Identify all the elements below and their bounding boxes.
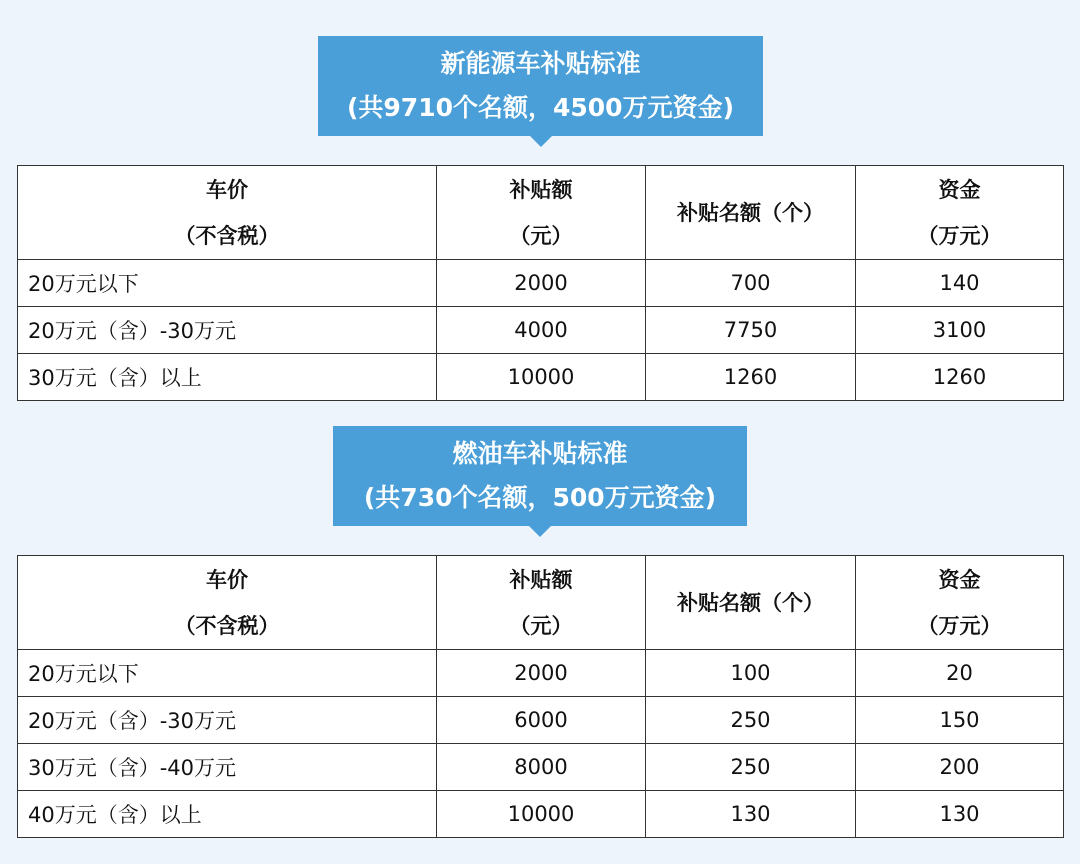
- cell-subsidy: 8000: [437, 744, 646, 791]
- header-car-price-line2: （不含税）: [174, 223, 280, 248]
- header-quota: [646, 166, 856, 260]
- header-funds-line1: 资金: [938, 177, 981, 202]
- header-subsidy-amount-line1: 补贴额: [509, 177, 573, 202]
- header-funds-line1: 资金: [938, 567, 981, 592]
- header-car-price-line2: （不含税）: [174, 613, 280, 638]
- cell-price: 20万元以下: [18, 650, 437, 697]
- cell-subsidy: 10000: [437, 354, 646, 401]
- header-subsidy-amount-line1: 补贴额: [509, 567, 573, 592]
- banner-subtitle: (共730个名额，500万元资金): [363, 483, 717, 512]
- cell-subsidy: 4000: [437, 307, 646, 354]
- cell-price: 20万元（含）-30万元: [18, 697, 437, 744]
- header-funds: [856, 166, 1064, 260]
- header-car-price: [18, 166, 437, 260]
- table-row: [18, 354, 1064, 401]
- cell-subsidy: 6000: [437, 697, 646, 744]
- cell-subsidy: 2000: [437, 260, 646, 307]
- cell-price: 20万元（含）-30万元: [18, 307, 437, 354]
- table-header-row: [18, 556, 1064, 650]
- cell-quota: 100: [646, 650, 856, 697]
- table-row: [18, 650, 1064, 697]
- header-subsidy-amount-line2: （元）: [509, 223, 573, 248]
- cell-funds: 1260: [856, 354, 1064, 401]
- cell-quota: 250: [646, 697, 856, 744]
- table-row: [18, 744, 1064, 791]
- cell-funds: 150: [856, 697, 1064, 744]
- new-energy-subsidy-table: [17, 165, 1064, 401]
- cell-quota: 7750: [646, 307, 856, 354]
- banner-title: 燃油车补贴标准: [452, 439, 628, 468]
- banner-title: 新能源车补贴标准: [440, 49, 641, 78]
- header-quota-text: 补贴名额（个）: [677, 590, 824, 615]
- header-car-price-line1: 车价: [206, 177, 248, 202]
- header-subsidy-amount: [437, 556, 646, 650]
- table-row: [18, 697, 1064, 744]
- cell-subsidy: 2000: [437, 650, 646, 697]
- cell-quota: 250: [646, 744, 856, 791]
- cell-quota: 700: [646, 260, 856, 307]
- header-subsidy-amount-line2: （元）: [509, 613, 573, 638]
- cell-funds: 130: [856, 791, 1064, 838]
- cell-price: 20万元以下: [18, 260, 437, 307]
- banner-subtitle: (共9710个名额，4500万元资金): [346, 93, 734, 122]
- fuel-car-subsidy-banner: [333, 426, 747, 526]
- cell-price: 40万元（含）以上: [18, 791, 437, 838]
- header-subsidy-amount: [437, 166, 646, 260]
- cell-quota: 1260: [646, 354, 856, 401]
- header-funds-line2: （万元）: [917, 223, 1002, 248]
- cell-funds: 3100: [856, 307, 1064, 354]
- header-quota-text: 补贴名额（个）: [677, 200, 824, 225]
- cell-subsidy: 10000: [437, 791, 646, 838]
- cell-funds: 20: [856, 650, 1064, 697]
- table-row: [18, 307, 1064, 354]
- cell-funds: 140: [856, 260, 1064, 307]
- header-car-price-line1: 车价: [206, 567, 248, 592]
- cell-price: 30万元（含）-40万元: [18, 744, 437, 791]
- table-row: [18, 260, 1064, 307]
- cell-funds: 200: [856, 744, 1064, 791]
- table-row: [18, 791, 1064, 838]
- table-header-row: [18, 166, 1064, 260]
- header-quota: [646, 556, 856, 650]
- fuel-car-subsidy-table: [17, 555, 1064, 838]
- cell-price: 30万元（含）以上: [18, 354, 437, 401]
- cell-quota: 130: [646, 791, 856, 838]
- new-energy-subsidy-banner: [318, 36, 763, 136]
- header-car-price: [18, 556, 437, 650]
- header-funds-line2: （万元）: [917, 613, 1002, 638]
- header-funds: [856, 556, 1064, 650]
